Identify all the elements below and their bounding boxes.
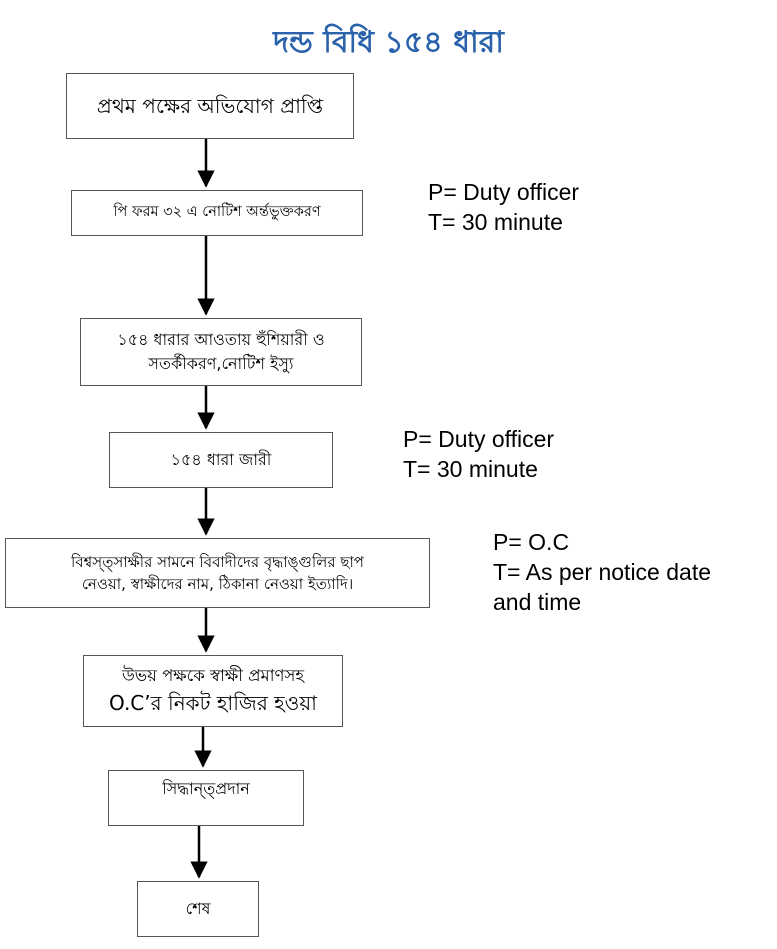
note-line: T= As per notice date — [493, 558, 711, 585]
step-box-8 — [137, 881, 259, 937]
note-line: P= Duty officer — [403, 426, 555, 452]
note-2 — [403, 425, 554, 485]
step-text: প্রথম পক্ষের অভিযোগ প্রাপ্তি — [96, 94, 324, 118]
step-text: সিদ্ধান্ত্প্রদান — [162, 779, 250, 798]
step-box-2 — [71, 190, 363, 236]
step-text: পি ফরম ৩২ এ নোটিশ অর্ন্তভুক্তকরণ — [113, 204, 321, 221]
step-text: সতর্কীকরণ,নোটিশ ইস্যু — [148, 354, 294, 373]
note-line: P= O.C — [493, 529, 570, 555]
note-1 — [428, 178, 579, 238]
page-title: দন্ড বিধি ১৫৪ ধারা — [273, 25, 504, 60]
step-box-5 — [5, 538, 430, 608]
step-box-7 — [108, 770, 304, 826]
step-text: নেওয়া, স্বাক্ষীদের নাম, ঠিকানা নেওয়া ইত্যাদি। — [81, 575, 354, 593]
note-line: T= 30 minute — [403, 455, 538, 482]
note-3 — [493, 528, 711, 618]
step-text: বিশ্বস্ত্সাক্ষীর সামনে বিবাদীদের বৃদ্ধাঙ্গুলির ছাপ — [71, 552, 364, 571]
step-text: ১৫৪ ধারার আওতায় হুঁশিয়ারী ও — [117, 330, 325, 349]
step-text: শেষ — [185, 899, 211, 918]
step-text: O.C’র নিকট হাজির হওয়া — [109, 691, 317, 716]
step-text: ১৫৪ ধারা জারী — [170, 450, 272, 469]
step-box-3 — [80, 318, 362, 386]
note-line: T= 30 minute — [428, 208, 563, 235]
step-box-1 — [66, 73, 354, 139]
note-line: and time — [493, 588, 582, 615]
step-text: উভয় পক্ষকে স্বাক্ষী প্রমাণসহ — [121, 665, 305, 685]
step-box-4 — [109, 432, 333, 488]
note-line: P= Duty officer — [428, 179, 580, 205]
step-box-6 — [83, 655, 343, 727]
